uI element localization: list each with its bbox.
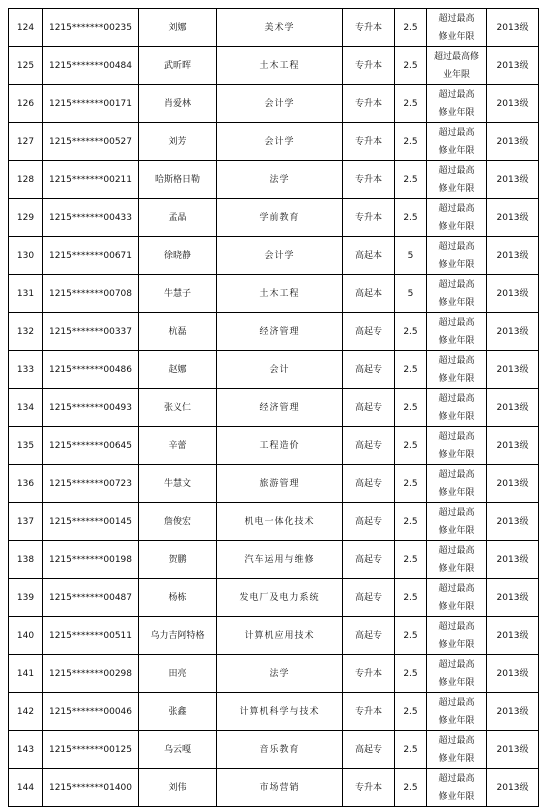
study-years-cell: 2.5 xyxy=(395,389,427,427)
major-cell: 法学 xyxy=(217,161,343,199)
study-years-cell: 2.5 xyxy=(395,731,427,769)
status-line: 修业年限 xyxy=(438,411,475,422)
student-table xyxy=(8,8,539,807)
study-years-cell: 5 xyxy=(395,237,427,275)
student-id-cell: 1215*******00337 xyxy=(43,313,139,351)
status-line: 修业年限 xyxy=(438,525,475,536)
status-cell xyxy=(427,769,487,807)
table-row xyxy=(9,199,539,237)
row-number-cell: 141 xyxy=(9,655,43,693)
student-name-cell: 乌云嘎 xyxy=(139,731,217,769)
grade-cell: 2013级 xyxy=(487,693,539,731)
student-id-cell: 1215*******00235 xyxy=(43,9,139,47)
row-number-cell: 131 xyxy=(9,275,43,313)
major-cell: 汽车运用与维修 xyxy=(217,541,343,579)
status-cell xyxy=(427,199,487,237)
program-type-cell: 专升本 xyxy=(343,9,395,47)
student-id-cell: 1215*******00484 xyxy=(43,47,139,85)
status-cell xyxy=(427,275,487,313)
status-line: 超过最高 xyxy=(438,469,475,480)
table-row xyxy=(9,427,539,465)
student-name-cell: 张鑫 xyxy=(139,693,217,731)
student-name-cell: 杨栋 xyxy=(139,579,217,617)
row-number-cell: 129 xyxy=(9,199,43,237)
student-name-cell: 武昕晖 xyxy=(139,47,217,85)
student-id-cell: 1215*******00645 xyxy=(43,427,139,465)
student-id-cell: 1215*******00493 xyxy=(43,389,139,427)
major-cell: 发电厂及电力系统 xyxy=(217,579,343,617)
study-years-cell: 2.5 xyxy=(395,579,427,617)
status-line: 超过最高 xyxy=(438,659,475,670)
program-type-cell: 专升本 xyxy=(343,655,395,693)
grade-cell: 2013级 xyxy=(487,617,539,655)
program-type-cell: 专升本 xyxy=(343,693,395,731)
status-line: 超过最高 xyxy=(438,241,475,252)
status-line: 超过最高 xyxy=(438,735,475,746)
program-type-cell: 专升本 xyxy=(343,85,395,123)
program-type-cell: 专升本 xyxy=(343,769,395,807)
student-id-cell: 1215*******00298 xyxy=(43,655,139,693)
status-line: 超过最高 xyxy=(438,697,475,708)
study-years-cell: 2.5 xyxy=(395,47,427,85)
program-type-cell: 高起专 xyxy=(343,731,395,769)
study-years-cell: 5 xyxy=(395,275,427,313)
row-number-cell: 142 xyxy=(9,693,43,731)
status-line: 修业年限 xyxy=(438,639,475,650)
status-cell xyxy=(427,313,487,351)
student-name-cell: 牛慧文 xyxy=(139,465,217,503)
grade-cell: 2013级 xyxy=(487,123,539,161)
table-row xyxy=(9,655,539,693)
status-line: 修业年限 xyxy=(438,183,475,194)
study-years-cell: 2.5 xyxy=(395,85,427,123)
grade-cell: 2013级 xyxy=(487,237,539,275)
status-line: 超过最高 xyxy=(438,545,475,556)
program-type-cell: 高起专 xyxy=(343,617,395,655)
table-row xyxy=(9,731,539,769)
major-cell: 土木工程 xyxy=(217,275,343,313)
status-line: 超过最高修 xyxy=(433,51,479,62)
program-type-cell: 高起专 xyxy=(343,389,395,427)
major-cell: 音乐教育 xyxy=(217,731,343,769)
row-number-cell: 127 xyxy=(9,123,43,161)
study-years-cell: 2.5 xyxy=(395,9,427,47)
grade-cell: 2013级 xyxy=(487,465,539,503)
student-id-cell: 1215*******00511 xyxy=(43,617,139,655)
status-line: 超过最高 xyxy=(438,127,475,138)
study-years-cell: 2.5 xyxy=(395,617,427,655)
row-number-cell: 140 xyxy=(9,617,43,655)
study-years-cell: 2.5 xyxy=(395,503,427,541)
student-name-cell: 徐晓静 xyxy=(139,237,217,275)
major-cell: 会计学 xyxy=(217,237,343,275)
study-years-cell: 2.5 xyxy=(395,693,427,731)
student-id-cell: 1215*******00211 xyxy=(43,161,139,199)
student-id-cell: 1215*******00125 xyxy=(43,731,139,769)
grade-cell: 2013级 xyxy=(487,313,539,351)
grade-cell: 2013级 xyxy=(487,47,539,85)
status-line: 超过最高 xyxy=(438,507,475,518)
table-row xyxy=(9,123,539,161)
student-id-cell: 1215*******00145 xyxy=(43,503,139,541)
table-body xyxy=(9,9,539,807)
major-cell: 学前教育 xyxy=(217,199,343,237)
status-cell xyxy=(427,85,487,123)
student-id-cell: 1215*******00671 xyxy=(43,237,139,275)
status-line: 修业年限 xyxy=(438,753,475,764)
program-type-cell: 专升本 xyxy=(343,199,395,237)
program-type-cell: 高起专 xyxy=(343,313,395,351)
study-years-cell: 2.5 xyxy=(395,313,427,351)
status-line: 超过最高 xyxy=(438,165,475,176)
status-line: 超过最高 xyxy=(438,279,475,290)
grade-cell: 2013级 xyxy=(487,655,539,693)
status-cell xyxy=(427,617,487,655)
study-years-cell: 2.5 xyxy=(395,161,427,199)
grade-cell: 2013级 xyxy=(487,541,539,579)
row-number-cell: 132 xyxy=(9,313,43,351)
program-type-cell: 高起专 xyxy=(343,541,395,579)
grade-cell: 2013级 xyxy=(487,161,539,199)
status-cell xyxy=(427,655,487,693)
status-line: 修业年限 xyxy=(438,31,475,42)
status-cell xyxy=(427,351,487,389)
major-cell: 机电一体化技术 xyxy=(217,503,343,541)
row-number-cell: 136 xyxy=(9,465,43,503)
row-number-cell: 135 xyxy=(9,427,43,465)
major-cell: 计算机科学与技术 xyxy=(217,693,343,731)
status-line: 修业年限 xyxy=(438,791,475,802)
student-id-cell: 1215*******00487 xyxy=(43,579,139,617)
major-cell: 旅游管理 xyxy=(217,465,343,503)
row-number-cell: 130 xyxy=(9,237,43,275)
row-number-cell: 125 xyxy=(9,47,43,85)
status-line: 超过最高 xyxy=(438,355,475,366)
program-type-cell: 专升本 xyxy=(343,47,395,85)
student-name-cell: 杭磊 xyxy=(139,313,217,351)
table-row xyxy=(9,617,539,655)
major-cell: 会计 xyxy=(217,351,343,389)
student-name-cell: 乌力吉阿特格 xyxy=(139,617,217,655)
major-cell: 经济管理 xyxy=(217,389,343,427)
program-type-cell: 高起专 xyxy=(343,427,395,465)
table-row xyxy=(9,85,539,123)
student-id-cell: 1215*******00046 xyxy=(43,693,139,731)
status-line: 超过最高 xyxy=(438,621,475,632)
status-cell xyxy=(427,731,487,769)
table-row xyxy=(9,161,539,199)
grade-cell: 2013级 xyxy=(487,503,539,541)
grade-cell: 2013级 xyxy=(487,199,539,237)
status-line: 超过最高 xyxy=(438,203,475,214)
row-number-cell: 144 xyxy=(9,769,43,807)
major-cell: 法学 xyxy=(217,655,343,693)
table-row xyxy=(9,465,539,503)
student-id-cell: 1215*******00198 xyxy=(43,541,139,579)
program-type-cell: 高起本 xyxy=(343,237,395,275)
program-type-cell: 高起专 xyxy=(343,579,395,617)
row-number-cell: 134 xyxy=(9,389,43,427)
student-name-cell: 哈斯格日勒 xyxy=(139,161,217,199)
table-row xyxy=(9,769,539,807)
student-name-cell: 辛蕾 xyxy=(139,427,217,465)
status-line: 修业年限 xyxy=(438,715,475,726)
row-number-cell: 133 xyxy=(9,351,43,389)
status-line: 超过最高 xyxy=(438,773,475,784)
student-id-cell: 1215*******00486 xyxy=(43,351,139,389)
major-cell: 市场营销 xyxy=(217,769,343,807)
program-type-cell: 专升本 xyxy=(343,123,395,161)
grade-cell: 2013级 xyxy=(487,389,539,427)
row-number-cell: 128 xyxy=(9,161,43,199)
program-type-cell: 高起专 xyxy=(343,465,395,503)
table-row xyxy=(9,313,539,351)
status-line: 修业年限 xyxy=(438,221,475,232)
table-row xyxy=(9,275,539,313)
student-name-cell: 詹俊宏 xyxy=(139,503,217,541)
study-years-cell: 2.5 xyxy=(395,541,427,579)
major-cell: 会计学 xyxy=(217,85,343,123)
status-line: 超过最高 xyxy=(438,393,475,404)
study-years-cell: 2.5 xyxy=(395,427,427,465)
status-cell xyxy=(427,579,487,617)
program-type-cell: 高起本 xyxy=(343,275,395,313)
row-number-cell: 124 xyxy=(9,9,43,47)
program-type-cell: 高起专 xyxy=(343,351,395,389)
status-cell xyxy=(427,9,487,47)
status-line: 业年限 xyxy=(442,69,470,80)
table-row xyxy=(9,47,539,85)
status-cell xyxy=(427,389,487,427)
status-cell xyxy=(427,427,487,465)
student-name-cell: 田亮 xyxy=(139,655,217,693)
table-row xyxy=(9,9,539,47)
grade-cell: 2013级 xyxy=(487,579,539,617)
study-years-cell: 2.5 xyxy=(395,123,427,161)
table-row xyxy=(9,579,539,617)
status-line: 超过最高 xyxy=(438,431,475,442)
status-line: 修业年限 xyxy=(438,677,475,688)
status-line: 超过最高 xyxy=(438,13,475,24)
grade-cell: 2013级 xyxy=(487,351,539,389)
major-cell: 美术学 xyxy=(217,9,343,47)
status-cell xyxy=(427,693,487,731)
grade-cell: 2013级 xyxy=(487,427,539,465)
status-line: 修业年限 xyxy=(438,563,475,574)
table-row xyxy=(9,693,539,731)
student-id-cell: 1215*******00171 xyxy=(43,85,139,123)
status-line: 修业年限 xyxy=(438,259,475,270)
table-row xyxy=(9,237,539,275)
student-name-cell: 贺鹏 xyxy=(139,541,217,579)
student-id-cell: 1215*******01400 xyxy=(43,769,139,807)
table-row xyxy=(9,541,539,579)
major-cell: 计算机应用技术 xyxy=(217,617,343,655)
grade-cell: 2013级 xyxy=(487,275,539,313)
status-cell xyxy=(427,161,487,199)
student-id-cell: 1215*******00527 xyxy=(43,123,139,161)
row-number-cell: 138 xyxy=(9,541,43,579)
row-number-cell: 139 xyxy=(9,579,43,617)
study-years-cell: 2.5 xyxy=(395,655,427,693)
status-line: 修业年限 xyxy=(438,335,475,346)
study-years-cell: 2.5 xyxy=(395,465,427,503)
row-number-cell: 137 xyxy=(9,503,43,541)
major-cell: 经济管理 xyxy=(217,313,343,351)
status-line: 修业年限 xyxy=(438,107,475,118)
status-line: 修业年限 xyxy=(438,601,475,612)
student-name-cell: 赵娜 xyxy=(139,351,217,389)
row-number-cell: 126 xyxy=(9,85,43,123)
study-years-cell: 2.5 xyxy=(395,769,427,807)
status-line: 修业年限 xyxy=(438,373,475,384)
status-cell xyxy=(427,47,487,85)
student-name-cell: 肖爱林 xyxy=(139,85,217,123)
student-name-cell: 刘娜 xyxy=(139,9,217,47)
status-line: 超过最高 xyxy=(438,583,475,594)
student-id-cell: 1215*******00708 xyxy=(43,275,139,313)
status-line: 修业年限 xyxy=(438,449,475,460)
grade-cell: 2013级 xyxy=(487,769,539,807)
status-cell xyxy=(427,541,487,579)
grade-cell: 2013级 xyxy=(487,85,539,123)
status-line: 超过最高 xyxy=(438,89,475,100)
major-cell: 土木工程 xyxy=(217,47,343,85)
student-name-cell: 孟晶 xyxy=(139,199,217,237)
status-line: 修业年限 xyxy=(438,487,475,498)
status-line: 修业年限 xyxy=(438,145,475,156)
row-number-cell: 143 xyxy=(9,731,43,769)
status-cell xyxy=(427,237,487,275)
status-line: 修业年限 xyxy=(438,297,475,308)
program-type-cell: 高起专 xyxy=(343,503,395,541)
student-name-cell: 刘芳 xyxy=(139,123,217,161)
status-line: 超过最高 xyxy=(438,317,475,328)
student-name-cell: 牛慧子 xyxy=(139,275,217,313)
status-cell xyxy=(427,503,487,541)
table-row xyxy=(9,351,539,389)
status-cell xyxy=(427,465,487,503)
major-cell: 会计学 xyxy=(217,123,343,161)
study-years-cell: 2.5 xyxy=(395,199,427,237)
program-type-cell: 专升本 xyxy=(343,161,395,199)
student-id-cell: 1215*******00723 xyxy=(43,465,139,503)
student-id-cell: 1215*******00433 xyxy=(43,199,139,237)
grade-cell: 2013级 xyxy=(487,9,539,47)
table-row xyxy=(9,503,539,541)
study-years-cell: 2.5 xyxy=(395,351,427,389)
major-cell: 工程造价 xyxy=(217,427,343,465)
grade-cell: 2013级 xyxy=(487,731,539,769)
student-name-cell: 刘伟 xyxy=(139,769,217,807)
status-cell xyxy=(427,123,487,161)
table-row xyxy=(9,389,539,427)
student-name-cell: 张义仁 xyxy=(139,389,217,427)
